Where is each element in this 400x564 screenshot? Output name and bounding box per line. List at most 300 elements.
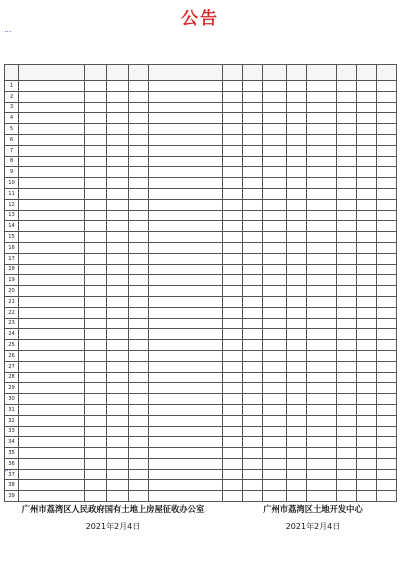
table-cell — [377, 264, 397, 275]
table-cell — [263, 383, 287, 394]
table-cell — [149, 350, 223, 361]
table-cell — [129, 210, 149, 221]
table-cell — [85, 318, 107, 329]
table-row — [5, 232, 397, 243]
table-cell — [263, 242, 287, 253]
table-cell — [149, 264, 223, 275]
table-cell — [149, 307, 223, 318]
table-cell — [263, 221, 287, 232]
table-cell — [107, 178, 129, 189]
table-cell — [243, 188, 263, 199]
table-cell — [307, 296, 337, 307]
table-cell — [107, 296, 129, 307]
table-cell — [243, 232, 263, 243]
table-cell — [19, 199, 85, 210]
table-cell — [223, 221, 243, 232]
table-cell — [243, 242, 263, 253]
table-cell — [337, 188, 357, 199]
table-cell — [337, 242, 357, 253]
table-cell — [287, 437, 307, 448]
table-cell — [337, 426, 357, 437]
table-cell — [287, 253, 307, 264]
table-cell — [129, 426, 149, 437]
table-cell — [243, 426, 263, 437]
table-cell — [107, 448, 129, 459]
table-cell — [377, 91, 397, 102]
signature-org-right: 广州市荔湾区土地开发中心 — [263, 504, 363, 514]
row-number: 7 — [5, 145, 19, 156]
table-cell — [337, 81, 357, 92]
table-cell — [307, 372, 337, 383]
table-cell — [307, 102, 337, 113]
table-row — [5, 221, 397, 232]
table-cell — [149, 361, 223, 372]
table-cell — [287, 134, 307, 145]
table-cell — [19, 275, 85, 286]
table-row — [5, 404, 397, 415]
table-cell — [223, 350, 243, 361]
table-cell — [85, 134, 107, 145]
table-cell — [377, 318, 397, 329]
table-cell — [107, 350, 129, 361]
table-row — [5, 361, 397, 372]
table-cell — [307, 415, 337, 426]
table-cell — [223, 372, 243, 383]
table-cell — [223, 145, 243, 156]
table-cell — [337, 134, 357, 145]
table-row — [5, 491, 397, 502]
row-number: 12 — [5, 199, 19, 210]
table-cell — [357, 145, 377, 156]
table-cell — [149, 91, 223, 102]
table-cell — [337, 372, 357, 383]
table-cell — [107, 361, 129, 372]
table-cell — [357, 286, 377, 297]
table-cell — [377, 210, 397, 221]
table-cell — [107, 145, 129, 156]
row-number: 27 — [5, 361, 19, 372]
table-cell — [129, 264, 149, 275]
table-cell — [287, 178, 307, 189]
table-cell — [357, 480, 377, 491]
table-cell — [377, 480, 397, 491]
table-cell — [287, 124, 307, 135]
table-cell — [307, 134, 337, 145]
table-cell — [19, 156, 85, 167]
table-cell — [85, 361, 107, 372]
table-cell — [307, 448, 337, 459]
table-cell — [357, 188, 377, 199]
table-cell — [19, 167, 85, 178]
table-cell — [107, 286, 129, 297]
table-cell — [19, 124, 85, 135]
table-cell — [85, 167, 107, 178]
table-cell — [223, 232, 243, 243]
table-cell — [85, 210, 107, 221]
table-cell — [149, 102, 223, 113]
table-cell — [337, 340, 357, 351]
table-cell — [287, 307, 307, 318]
table-cell — [337, 156, 357, 167]
signature-date-left: 2021年2月4日 — [85, 522, 141, 531]
table-cell — [223, 307, 243, 318]
table-cell — [377, 350, 397, 361]
table-cell — [243, 275, 263, 286]
table-cell — [307, 113, 337, 124]
table-cell — [19, 340, 85, 351]
table-cell — [149, 156, 223, 167]
table-cell — [357, 210, 377, 221]
table-cell — [19, 329, 85, 340]
table-row — [5, 145, 397, 156]
table-cell — [19, 81, 85, 92]
table-cell — [357, 199, 377, 210]
table-cell — [129, 307, 149, 318]
table-cell — [287, 491, 307, 502]
table-cell — [223, 383, 243, 394]
table-cell — [129, 437, 149, 448]
table-row — [5, 318, 397, 329]
table-cell — [357, 124, 377, 135]
table-cell — [287, 415, 307, 426]
table-cell — [263, 394, 287, 405]
table-cell — [337, 232, 357, 243]
row-number: 11 — [5, 188, 19, 199]
table-cell — [129, 102, 149, 113]
table-cell — [337, 383, 357, 394]
table-cell — [107, 437, 129, 448]
table-cell — [223, 188, 243, 199]
table-cell — [263, 307, 287, 318]
table-cell — [377, 199, 397, 210]
table-cell — [223, 286, 243, 297]
table-cell — [337, 404, 357, 415]
table-cell — [223, 448, 243, 459]
table-cell — [129, 448, 149, 459]
row-number: 35 — [5, 448, 19, 459]
table-row — [5, 199, 397, 210]
table-cell — [263, 372, 287, 383]
table-cell — [377, 415, 397, 426]
table-cell — [243, 286, 263, 297]
table-cell — [129, 383, 149, 394]
table-cell — [129, 275, 149, 286]
table-cell — [263, 329, 287, 340]
table-cell — [19, 383, 85, 394]
table-cell — [149, 329, 223, 340]
table-cell — [129, 232, 149, 243]
table-cell — [287, 156, 307, 167]
table-cell — [377, 221, 397, 232]
table-cell — [287, 361, 307, 372]
table-cell — [85, 253, 107, 264]
table-cell — [307, 221, 337, 232]
table-cell — [287, 318, 307, 329]
table-cell — [337, 113, 357, 124]
table-cell — [357, 178, 377, 189]
table-cell — [19, 448, 85, 459]
table-cell — [85, 448, 107, 459]
table-cell — [243, 448, 263, 459]
row-number: 13 — [5, 210, 19, 221]
table-cell — [19, 91, 85, 102]
table-cell — [223, 167, 243, 178]
table-cell — [149, 491, 223, 502]
table-cell — [263, 145, 287, 156]
table-row — [5, 307, 397, 318]
table-cell — [287, 350, 307, 361]
table-header-row — [5, 65, 397, 81]
table-cell — [85, 480, 107, 491]
table-cell — [223, 253, 243, 264]
table-cell — [129, 199, 149, 210]
table-cell — [263, 134, 287, 145]
table-cell — [19, 426, 85, 437]
table-cell — [107, 199, 129, 210]
table-cell — [287, 113, 307, 124]
table-cell — [19, 491, 85, 502]
table-cell — [337, 437, 357, 448]
table-cell — [223, 102, 243, 113]
table-cell — [307, 167, 337, 178]
row-number: 29 — [5, 383, 19, 394]
table-cell — [243, 394, 263, 405]
table-row — [5, 124, 397, 135]
table-cell — [19, 221, 85, 232]
table-row — [5, 178, 397, 189]
table-cell — [243, 361, 263, 372]
table-cell — [243, 383, 263, 394]
table-cell — [243, 437, 263, 448]
table-cell — [107, 383, 129, 394]
table-cell — [223, 199, 243, 210]
table-row — [5, 340, 397, 351]
table-cell — [357, 156, 377, 167]
table-cell — [129, 296, 149, 307]
table-cell — [85, 242, 107, 253]
table-cell — [129, 242, 149, 253]
table-cell — [85, 286, 107, 297]
table-cell — [223, 437, 243, 448]
table-cell — [357, 448, 377, 459]
table-cell — [149, 221, 223, 232]
table-cell — [263, 296, 287, 307]
table-cell — [307, 394, 337, 405]
row-number: 37 — [5, 469, 19, 480]
table-cell — [19, 264, 85, 275]
table-cell — [19, 480, 85, 491]
table-cell — [263, 178, 287, 189]
table-cell — [377, 448, 397, 459]
table-cell — [85, 178, 107, 189]
row-number: 10 — [5, 178, 19, 189]
table-cell — [357, 232, 377, 243]
row-number: 38 — [5, 480, 19, 491]
table-cell — [107, 318, 129, 329]
table-cell — [377, 156, 397, 167]
table-cell — [357, 307, 377, 318]
table-cell — [307, 91, 337, 102]
table-row — [5, 113, 397, 124]
table-cell — [337, 199, 357, 210]
table-cell — [243, 350, 263, 361]
table-cell — [263, 91, 287, 102]
table-cell — [337, 296, 357, 307]
table-row — [5, 253, 397, 264]
table-row — [5, 275, 397, 286]
table-cell — [223, 210, 243, 221]
table-cell — [357, 167, 377, 178]
table-cell — [337, 350, 357, 361]
table-cell — [243, 178, 263, 189]
table-cell — [223, 296, 243, 307]
table-cell — [307, 124, 337, 135]
table-cell — [107, 415, 129, 426]
table-cell — [263, 415, 287, 426]
table-row — [5, 426, 397, 437]
table-cell — [243, 91, 263, 102]
table-cell — [149, 426, 223, 437]
table-cell — [287, 91, 307, 102]
table-cell — [307, 210, 337, 221]
table-cell — [129, 81, 149, 92]
table-cell — [85, 329, 107, 340]
table-cell — [357, 91, 377, 102]
table-cell — [243, 145, 263, 156]
table-cell — [307, 383, 337, 394]
table-cell — [19, 253, 85, 264]
table-cell — [357, 340, 377, 351]
table-cell — [377, 394, 397, 405]
table-cell — [377, 188, 397, 199]
table-cell — [129, 91, 149, 102]
table-cell — [243, 404, 263, 415]
table-cell — [19, 296, 85, 307]
table-row — [5, 383, 397, 394]
table-cell — [263, 340, 287, 351]
table-cell — [263, 491, 287, 502]
table-cell — [129, 340, 149, 351]
table-cell — [243, 102, 263, 113]
table-cell — [129, 415, 149, 426]
table-cell — [129, 188, 149, 199]
table-cell — [85, 221, 107, 232]
table-cell — [337, 275, 357, 286]
table-cell — [19, 102, 85, 113]
table-cell — [19, 145, 85, 156]
table-cell — [287, 286, 307, 297]
row-number: 6 — [5, 134, 19, 145]
table-cell — [107, 253, 129, 264]
table-cell — [129, 318, 149, 329]
table-cell — [107, 480, 129, 491]
table-row — [5, 329, 397, 340]
table-cell — [243, 113, 263, 124]
table-cell — [129, 167, 149, 178]
table-cell — [107, 113, 129, 124]
table-cell — [377, 437, 397, 448]
table-row — [5, 372, 397, 383]
table-cell — [357, 372, 377, 383]
table-cell — [377, 178, 397, 189]
table-cell — [377, 145, 397, 156]
table-cell — [85, 113, 107, 124]
table-cell — [85, 383, 107, 394]
table-cell — [307, 350, 337, 361]
row-number: 32 — [5, 415, 19, 426]
table-cell — [129, 394, 149, 405]
table-cell — [307, 178, 337, 189]
table-row — [5, 210, 397, 221]
table-cell — [337, 221, 357, 232]
table-cell — [149, 113, 223, 124]
table-cell — [357, 242, 377, 253]
table-cell — [107, 210, 129, 221]
table-cell — [85, 199, 107, 210]
table-cell — [107, 275, 129, 286]
table-cell — [377, 329, 397, 340]
table-cell — [129, 113, 149, 124]
table-cell — [107, 156, 129, 167]
table-cell — [287, 275, 307, 286]
table-cell — [287, 296, 307, 307]
table-cell — [263, 286, 287, 297]
table-cell — [149, 394, 223, 405]
row-number: 26 — [5, 350, 19, 361]
table-cell — [107, 372, 129, 383]
table-cell — [243, 210, 263, 221]
table-cell — [85, 372, 107, 383]
table-cell — [357, 394, 377, 405]
table-cell — [377, 134, 397, 145]
table-cell — [107, 264, 129, 275]
table-row — [5, 296, 397, 307]
table-cell — [107, 426, 129, 437]
compensation-table — [4, 64, 396, 500]
table-cell — [263, 253, 287, 264]
table-cell — [263, 448, 287, 459]
table-cell — [19, 415, 85, 426]
row-number: 4 — [5, 113, 19, 124]
table-cell — [85, 145, 107, 156]
notice-footer: … — [4, 464, 12, 473]
table-cell — [129, 329, 149, 340]
table-cell — [263, 102, 287, 113]
table-row — [5, 415, 397, 426]
table-cell — [263, 275, 287, 286]
table-cell — [377, 232, 397, 243]
table-cell — [287, 210, 307, 221]
table-cell — [337, 448, 357, 459]
row-number: 2 — [5, 91, 19, 102]
table-cell — [223, 361, 243, 372]
table-cell — [149, 448, 223, 459]
table-cell — [357, 437, 377, 448]
table-cell — [107, 134, 129, 145]
table-cell — [337, 394, 357, 405]
table-cell — [19, 242, 85, 253]
table-cell — [357, 404, 377, 415]
table-cell — [337, 91, 357, 102]
row-number: 14 — [5, 221, 19, 232]
table-cell — [19, 134, 85, 145]
table-cell — [107, 340, 129, 351]
table-cell — [307, 426, 337, 437]
table-row — [5, 91, 397, 102]
table-cell — [223, 491, 243, 502]
table-cell — [149, 134, 223, 145]
table-cell — [107, 188, 129, 199]
